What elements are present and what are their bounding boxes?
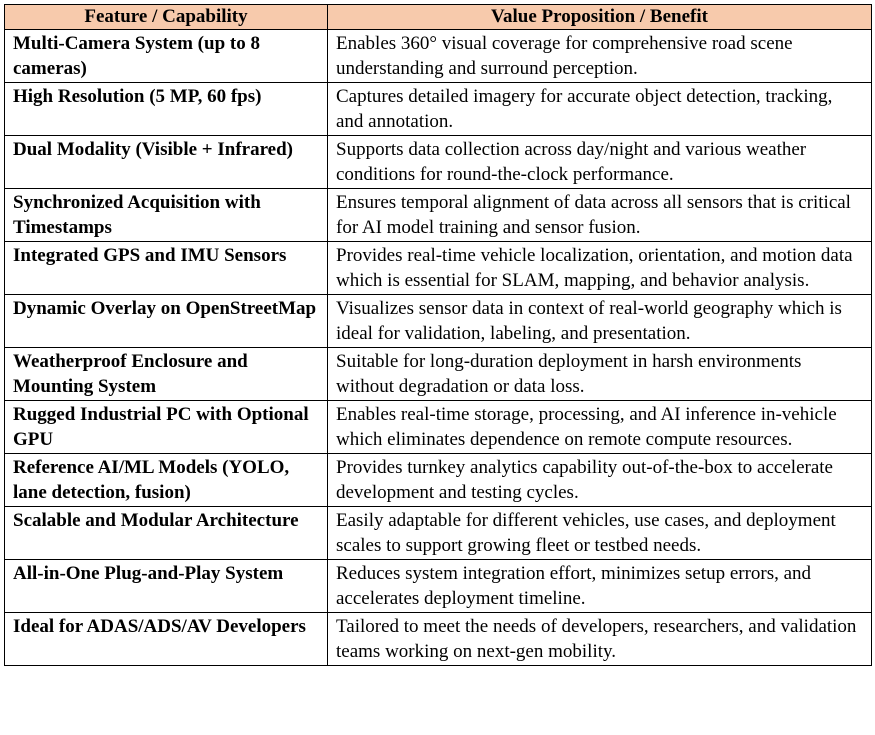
header-feature-capability: Feature / Capability <box>5 5 328 30</box>
table-row <box>5 295 872 348</box>
benefit-cell: Easily adaptable for different vehicles, use cases, and deployment scales to support growing fleet or testbed needs. <box>328 507 872 560</box>
benefit-cell: Enables real-time storage, processing, and AI inference in-vehicle which eliminates dependence on remote compute resources. <box>328 401 872 454</box>
table-body <box>5 30 872 666</box>
table-row <box>5 560 872 613</box>
feature-cell: Multi-Camera System (up to 8 cameras) <box>5 30 328 83</box>
benefit-cell: Visualizes sensor data in context of real-world geography which is ideal for validation, labeling, and presentation. <box>328 295 872 348</box>
table-row <box>5 30 872 83</box>
benefit-cell: Ensures temporal alignment of data across all sensors that is critical for AI model training and sensor fusion. <box>328 189 872 242</box>
table-row <box>5 242 872 295</box>
benefit-cell: Suitable for long-duration deployment in harsh environments without degradation or data loss. <box>328 348 872 401</box>
feature-cell: Scalable and Modular Architecture <box>5 507 328 560</box>
table-row <box>5 507 872 560</box>
feature-cell: Integrated GPS and IMU Sensors <box>5 242 328 295</box>
benefit-cell: Provides turnkey analytics capability out-of-the-box to accelerate development and testing cycles. <box>328 454 872 507</box>
feature-benefit-table <box>4 4 872 666</box>
benefit-cell: Enables 360° visual coverage for comprehensive road scene understanding and surround perception. <box>328 30 872 83</box>
benefit-cell: Captures detailed imagery for accurate object detection, tracking, and annotation. <box>328 83 872 136</box>
feature-cell: Ideal for ADAS/ADS/AV Developers <box>5 613 328 666</box>
table-row <box>5 83 872 136</box>
table-row <box>5 613 872 666</box>
feature-cell: Synchronized Acquisition with Timestamps <box>5 189 328 242</box>
table-row <box>5 401 872 454</box>
table-row <box>5 136 872 189</box>
feature-cell: Reference AI/ML Models (YOLO, lane detection, fusion) <box>5 454 328 507</box>
feature-cell: Rugged Industrial PC with Optional GPU <box>5 401 328 454</box>
benefit-cell: Reduces system integration effort, minimizes setup errors, and accelerates deployment timeline. <box>328 560 872 613</box>
feature-cell: Weatherproof Enclosure and Mounting System <box>5 348 328 401</box>
feature-cell: Dynamic Overlay on OpenStreetMap <box>5 295 328 348</box>
benefit-cell: Provides real-time vehicle localization, orientation, and motion data which is essential for SLAM, mapping, and behavior analysis. <box>328 242 872 295</box>
feature-cell: High Resolution (5 MP, 60 fps) <box>5 83 328 136</box>
header-value-proposition: Value Proposition / Benefit <box>328 5 872 30</box>
benefit-cell: Supports data collection across day/night and various weather conditions for round-the-clock performance. <box>328 136 872 189</box>
table-header <box>5 5 872 30</box>
table-row <box>5 348 872 401</box>
table-row <box>5 454 872 507</box>
header-row <box>5 5 872 30</box>
feature-cell: All-in-One Plug-and-Play System <box>5 560 328 613</box>
table-row <box>5 189 872 242</box>
feature-cell: Dual Modality (Visible + Infrared) <box>5 136 328 189</box>
benefit-cell: Tailored to meet the needs of developers, researchers, and validation teams working on next-gen mobility. <box>328 613 872 666</box>
